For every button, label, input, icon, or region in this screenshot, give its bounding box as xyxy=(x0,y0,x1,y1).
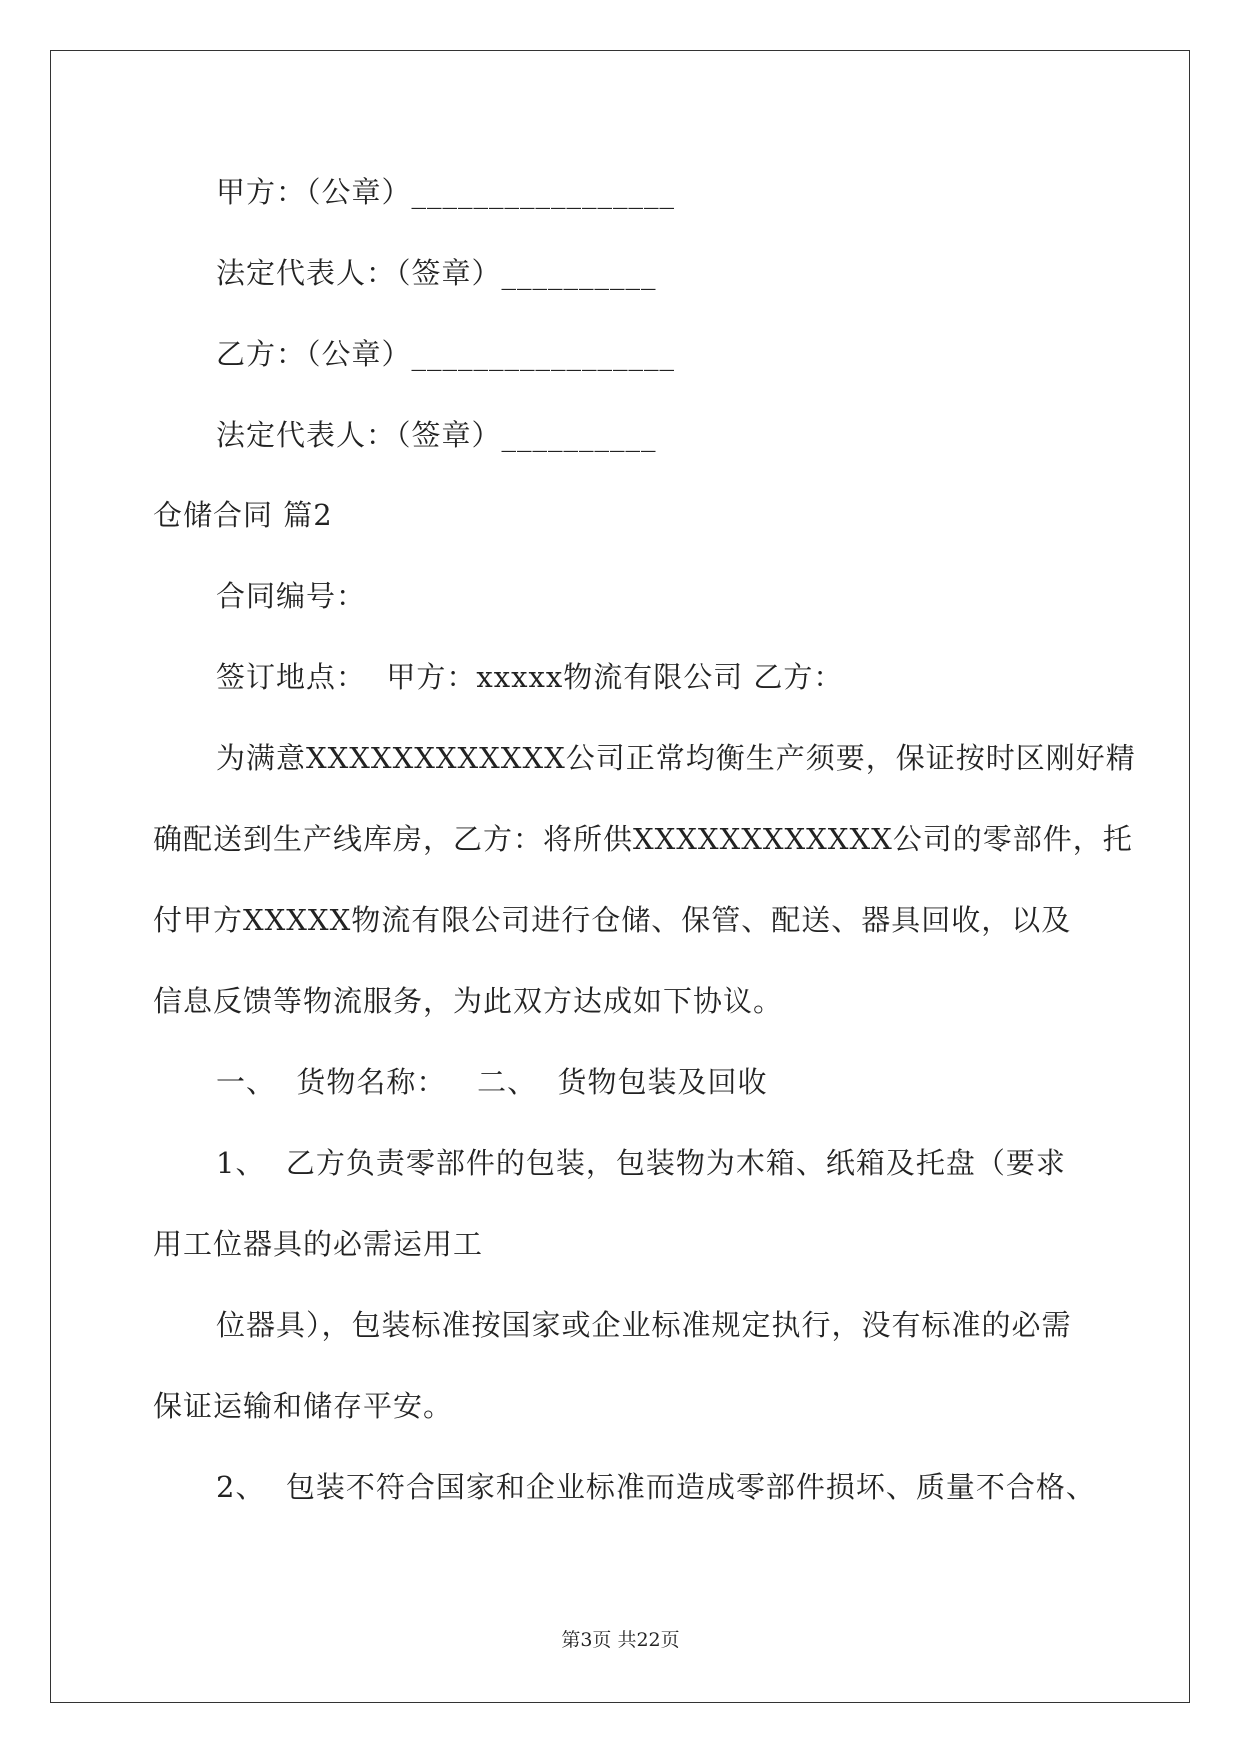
section-heading: 仓储合同 篇2 xyxy=(153,498,333,532)
party-b-seal-line: 乙方：（公章）_________________ xyxy=(216,337,676,371)
paragraph-line: 为满意XXXXXXXXXXXX公司正常均衡生产须要，保证按时区刚好精 xyxy=(216,741,1136,775)
page-border xyxy=(50,50,1190,1703)
clause-2-line: 2、 包装不符合国家和企业标准而造成零部件损坏、质量不合格、 xyxy=(216,1470,1096,1504)
clause-1-line: 保证运输和储存平安。 xyxy=(153,1389,454,1423)
paragraph-line: 确配送到生产线库房，乙方：将所供XXXXXXXXXXXX公司的零部件，托 xyxy=(153,822,1133,856)
clause-1-line: 1、 乙方负责零部件的包装，包装物为木箱、纸箱及托盘（要求 xyxy=(216,1146,1066,1180)
contract-number-line: 合同编号： xyxy=(216,579,367,613)
paragraph-line: 付甲方XXXXX物流有限公司进行仓储、保管、配送、器具回收，以及 xyxy=(153,903,1072,937)
paragraph-line: 信息反馈等物流服务，为此双方达成如下协议。 xyxy=(153,984,784,1018)
party-b-representative-line: 法定代表人：（签章）__________ xyxy=(216,418,657,452)
party-a-seal-line: 甲方：（公章）_________________ xyxy=(216,175,676,209)
clause-heading-line: 一、 货物名称： 二、 货物包装及回收 xyxy=(216,1065,768,1099)
page-number-footer: 第3页 共22页 xyxy=(561,1629,680,1651)
signing-place-line: 签订地点： 甲方：xxxxx物流有限公司 乙方： xyxy=(216,660,844,694)
party-a-representative-line: 法定代表人：（签章）__________ xyxy=(216,256,657,290)
clause-1-line: 位器具），包装标准按国家或企业标准规定执行，没有标准的必需 xyxy=(216,1308,1072,1342)
clause-1-line: 用工位器具的必需运用工 xyxy=(153,1227,484,1261)
